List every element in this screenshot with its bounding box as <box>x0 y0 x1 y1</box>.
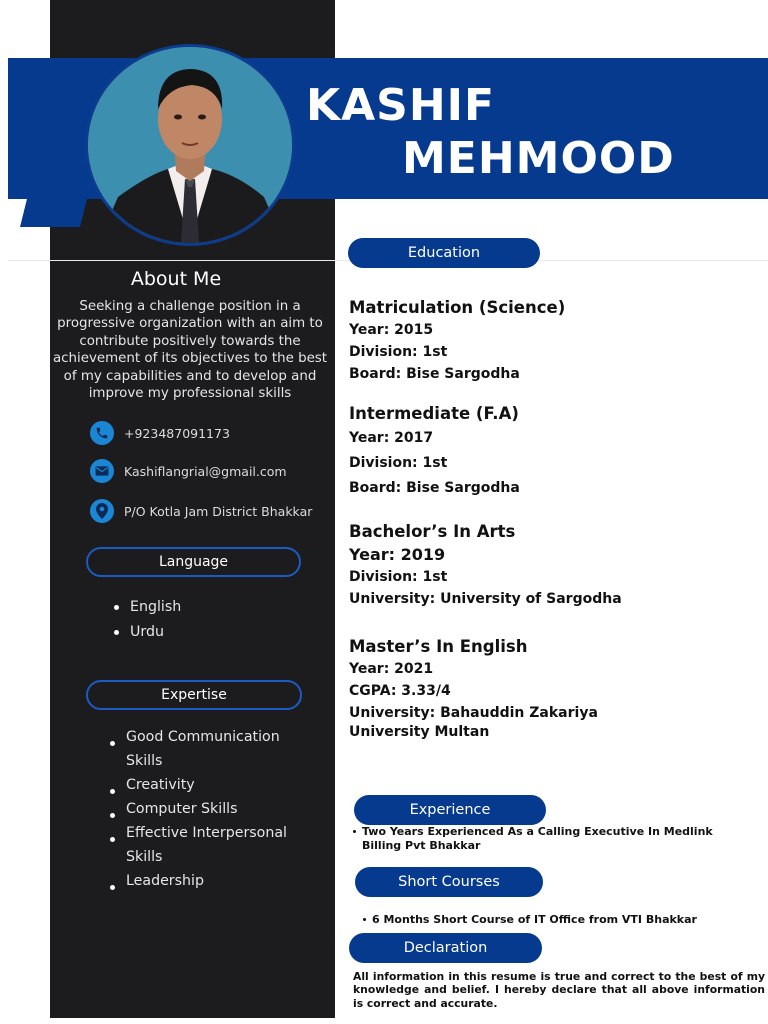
last-name: MEHMOOD <box>402 133 675 184</box>
list-item: Effective Interpersonal Skills <box>108 821 306 869</box>
short-courses-heading: Short Courses <box>355 867 543 897</box>
matric-heading: Matriculation (Science) <box>349 298 566 317</box>
bachelor-university: University: University of Sargodha <box>349 591 622 607</box>
about-title: About Me <box>130 268 222 290</box>
bachelor-year: Year: 2019 <box>349 545 446 564</box>
experience-line1: Two Years Experienced As a Calling Executive In Medlink <box>362 825 713 838</box>
experience-line2: Billing Pvt Bhakkar <box>362 838 481 852</box>
expertise-heading: Expertise <box>86 680 302 710</box>
matric-year: Year: 2015 <box>349 322 434 338</box>
list-item: English <box>112 595 181 620</box>
experience-heading: Experience <box>354 795 546 825</box>
master-year: Year: 2021 <box>349 661 434 677</box>
contact-email <box>90 458 330 484</box>
declaration-heading: Declaration <box>349 933 542 963</box>
phone-number[interactable]: +923487091173 <box>124 425 230 441</box>
list-item: Creativity <box>108 773 306 797</box>
declaration-text: All information in this resume is true and correct to the best of my knowledge and belief. I hereby declare that all above information is correct and accurate. <box>353 970 765 1010</box>
address: P/O Kotla Jam District Bhakkar <box>124 503 313 519</box>
inter-board: Board: Bise Sargodha <box>349 480 520 496</box>
list-item: Good Communication Skills <box>108 725 306 773</box>
short-course-item: 6 Months Short Course of IT Office from VTI Bhakkar <box>372 913 697 926</box>
inter-heading: Intermediate (F.A) <box>349 404 519 423</box>
matric-division: Division: 1st <box>349 344 448 360</box>
list-item: Leadership <box>108 869 306 893</box>
education-heading: Education <box>348 238 540 268</box>
experience-item <box>362 825 713 852</box>
bachelor-heading: Bachelor’s In Arts <box>349 522 516 541</box>
language-list <box>112 595 181 644</box>
list-item: Computer Skills <box>108 797 306 821</box>
contact-address <box>90 498 330 524</box>
list-item: Urdu <box>112 620 181 645</box>
master-university-line2: University Multan <box>349 724 490 740</box>
bachelor-division: Division: 1st <box>349 569 448 585</box>
email-icon <box>90 459 114 483</box>
matric-board: Board: Bise Sargodha <box>349 366 520 382</box>
master-heading: Master’s In English <box>349 637 528 656</box>
phone-icon <box>90 421 114 445</box>
profile-photo <box>85 44 295 246</box>
contact-phone <box>90 420 330 446</box>
portrait-image <box>88 47 292 243</box>
master-cgpa: CGPA: 3.33/4 <box>349 683 451 699</box>
first-name: KASHIF <box>306 80 496 131</box>
about-text: Seeking a challenge position in a progressive organization with an aim to contribute positively towards the achievement of its objectives to the best of my capabilities and to develop and improve my professional skills <box>52 299 328 402</box>
inter-year: Year: 2017 <box>349 430 434 446</box>
language-heading: Language <box>86 547 301 577</box>
location-icon <box>90 499 114 523</box>
inter-division: Division: 1st <box>349 455 448 471</box>
email-address[interactable]: Kashiflangrial@gmail.com <box>124 463 287 479</box>
master-university-line1: University: Bahauddin Zakariya <box>349 705 598 721</box>
expertise-list <box>108 725 306 893</box>
